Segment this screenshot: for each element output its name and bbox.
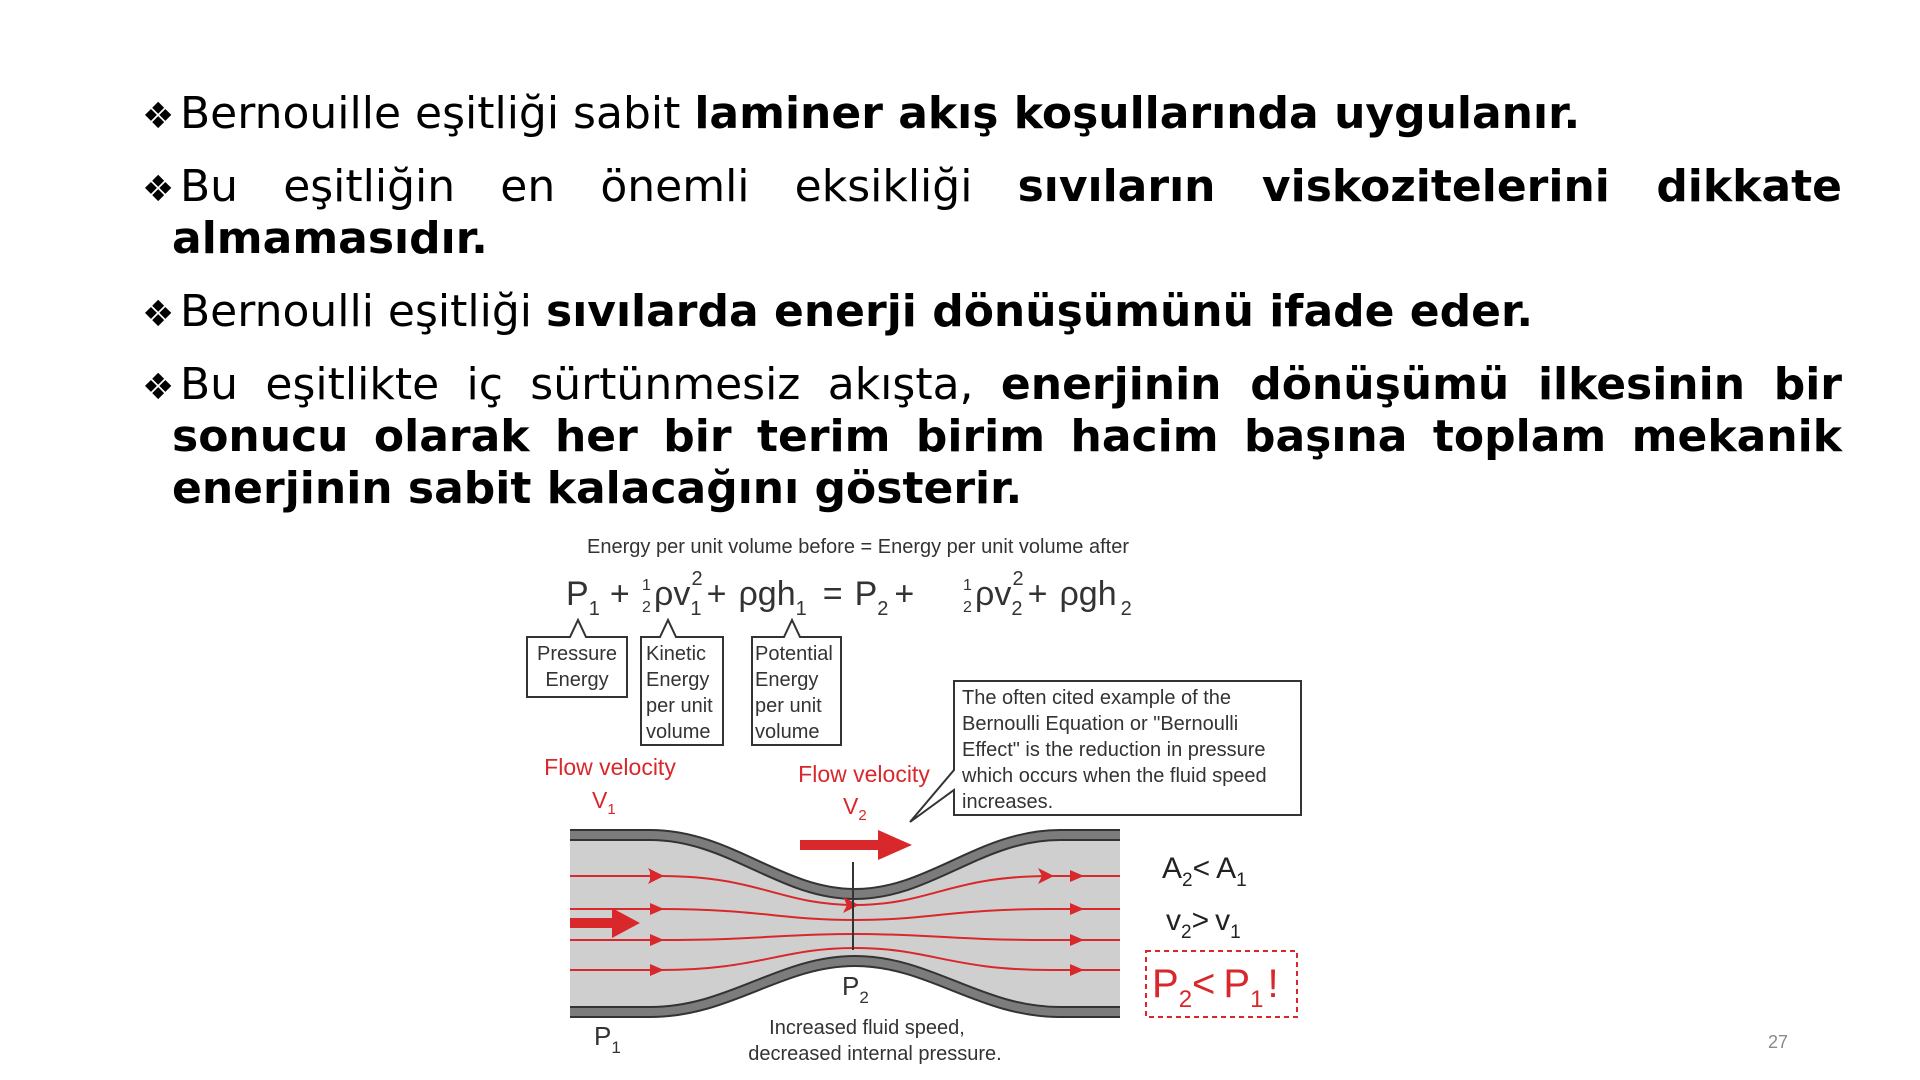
flow-velocity-1-label: Flow velocity [544, 754, 676, 780]
svg-text:ρv12+ρgh1=P2+: $\rho v_12 + \rho gh_1 = P_2$ + [654, 568, 915, 620]
svg-text:1: 1 [642, 577, 651, 594]
caption-line-2: decreased internal pressure. [748, 1043, 1002, 1065]
p1-label: $P_1$ [594, 1021, 621, 1057]
bullet-2-cont: almamasıdır. [172, 213, 488, 264]
bullet-text: Bu eşitlikte iç sürtünmesiz akışta, [180, 359, 1001, 410]
svg-text:volume: volume [646, 721, 711, 743]
svg-text:Bernoulli Equation or "Bernoul: Bernoulli Equation or "Bernoulli [962, 713, 1239, 735]
flow-velocity-2-label: Flow velocity [798, 761, 930, 787]
p2-label: $P_2$ [842, 971, 869, 1007]
bullet-bold-text: sıvılarda enerji dönüşümünü ifade eder. [546, 286, 1534, 337]
svg-text:1: 1 [963, 577, 972, 594]
v2-symbol: $V_2$ [843, 793, 867, 824]
diamond-bullet-icon: ❖ [142, 294, 175, 335]
area-relation: $A_2< A_1$ [1162, 852, 1247, 891]
svg-text:2: 2 [642, 599, 651, 616]
bullet-text: Bernouille eşitliği sabit [180, 88, 695, 139]
fast-flow-arrow-icon [800, 830, 912, 860]
bullet-4-cont2: enerjinin sabit kalacağını gösterir. [172, 463, 1023, 514]
v1-symbol: $V_1$ [592, 787, 616, 818]
diamond-bullet-icon: ❖ [142, 169, 175, 210]
diamond-bullet-icon: ❖ [142, 367, 175, 408]
bullet-bold-text: laminer akış koşullarında uygulanır. [694, 88, 1581, 139]
bullet-bold-text: enerjinin dönüşümü ilkesinin bir [1000, 359, 1842, 410]
svg-text:2: 2 [963, 599, 972, 616]
bullet-text: Bernoulli eşitliği [180, 286, 546, 337]
velocity-relation: $v_2> v_1$ [1166, 904, 1241, 943]
svg-text:increases.: increases. [962, 791, 1054, 813]
svg-text:Energy: Energy [545, 669, 609, 691]
caption-line-1: Increased fluid speed, [769, 1017, 965, 1039]
svg-text:Kinetic: Kinetic [646, 643, 707, 665]
svg-text:The often cited example of the: The often cited example of the [962, 687, 1232, 709]
diagram-heading: Energy per unit volume before = Energy per unit volume after [587, 536, 1129, 558]
svg-text:volume: volume [755, 721, 820, 743]
pressure-relation: $P_2< P_1$ ! [1152, 962, 1279, 1013]
bullet-bold-text: sıvıların viskozitelerini dikkate [1017, 161, 1842, 212]
svg-text:Pressure: Pressure [536, 643, 618, 665]
svg-text:P1+: $P_1$ + [566, 575, 630, 620]
bullet-4-cont: sonucu olarak her bir terim birim hacim başına toplam mekanik [172, 411, 1842, 462]
svg-text:per unit: per unit [646, 695, 713, 717]
svg-text:Effect" is the reduction in pr: Effect" is the reduction in pressure [962, 739, 1266, 761]
svg-text:Energy: Energy [646, 669, 710, 691]
bullet-text: Bu eşitliğin en önemli eksikliği [180, 161, 1018, 212]
page-number: 27 [1768, 1032, 1789, 1052]
svg-text:Energy: Energy [755, 669, 819, 691]
bernoulli-equation [566, 568, 1132, 620]
svg-text:Potential: Potential [755, 643, 833, 665]
svg-text:ρv22+ρgh2: $\rho v_22 + \rho gh$ $_2$ [975, 568, 1132, 620]
svg-text:which occurs when the fluid sp: which occurs when the fluid speed [962, 765, 1267, 787]
svg-text:per unit: per unit [755, 695, 822, 717]
diamond-bullet-icon: ❖ [142, 96, 175, 137]
